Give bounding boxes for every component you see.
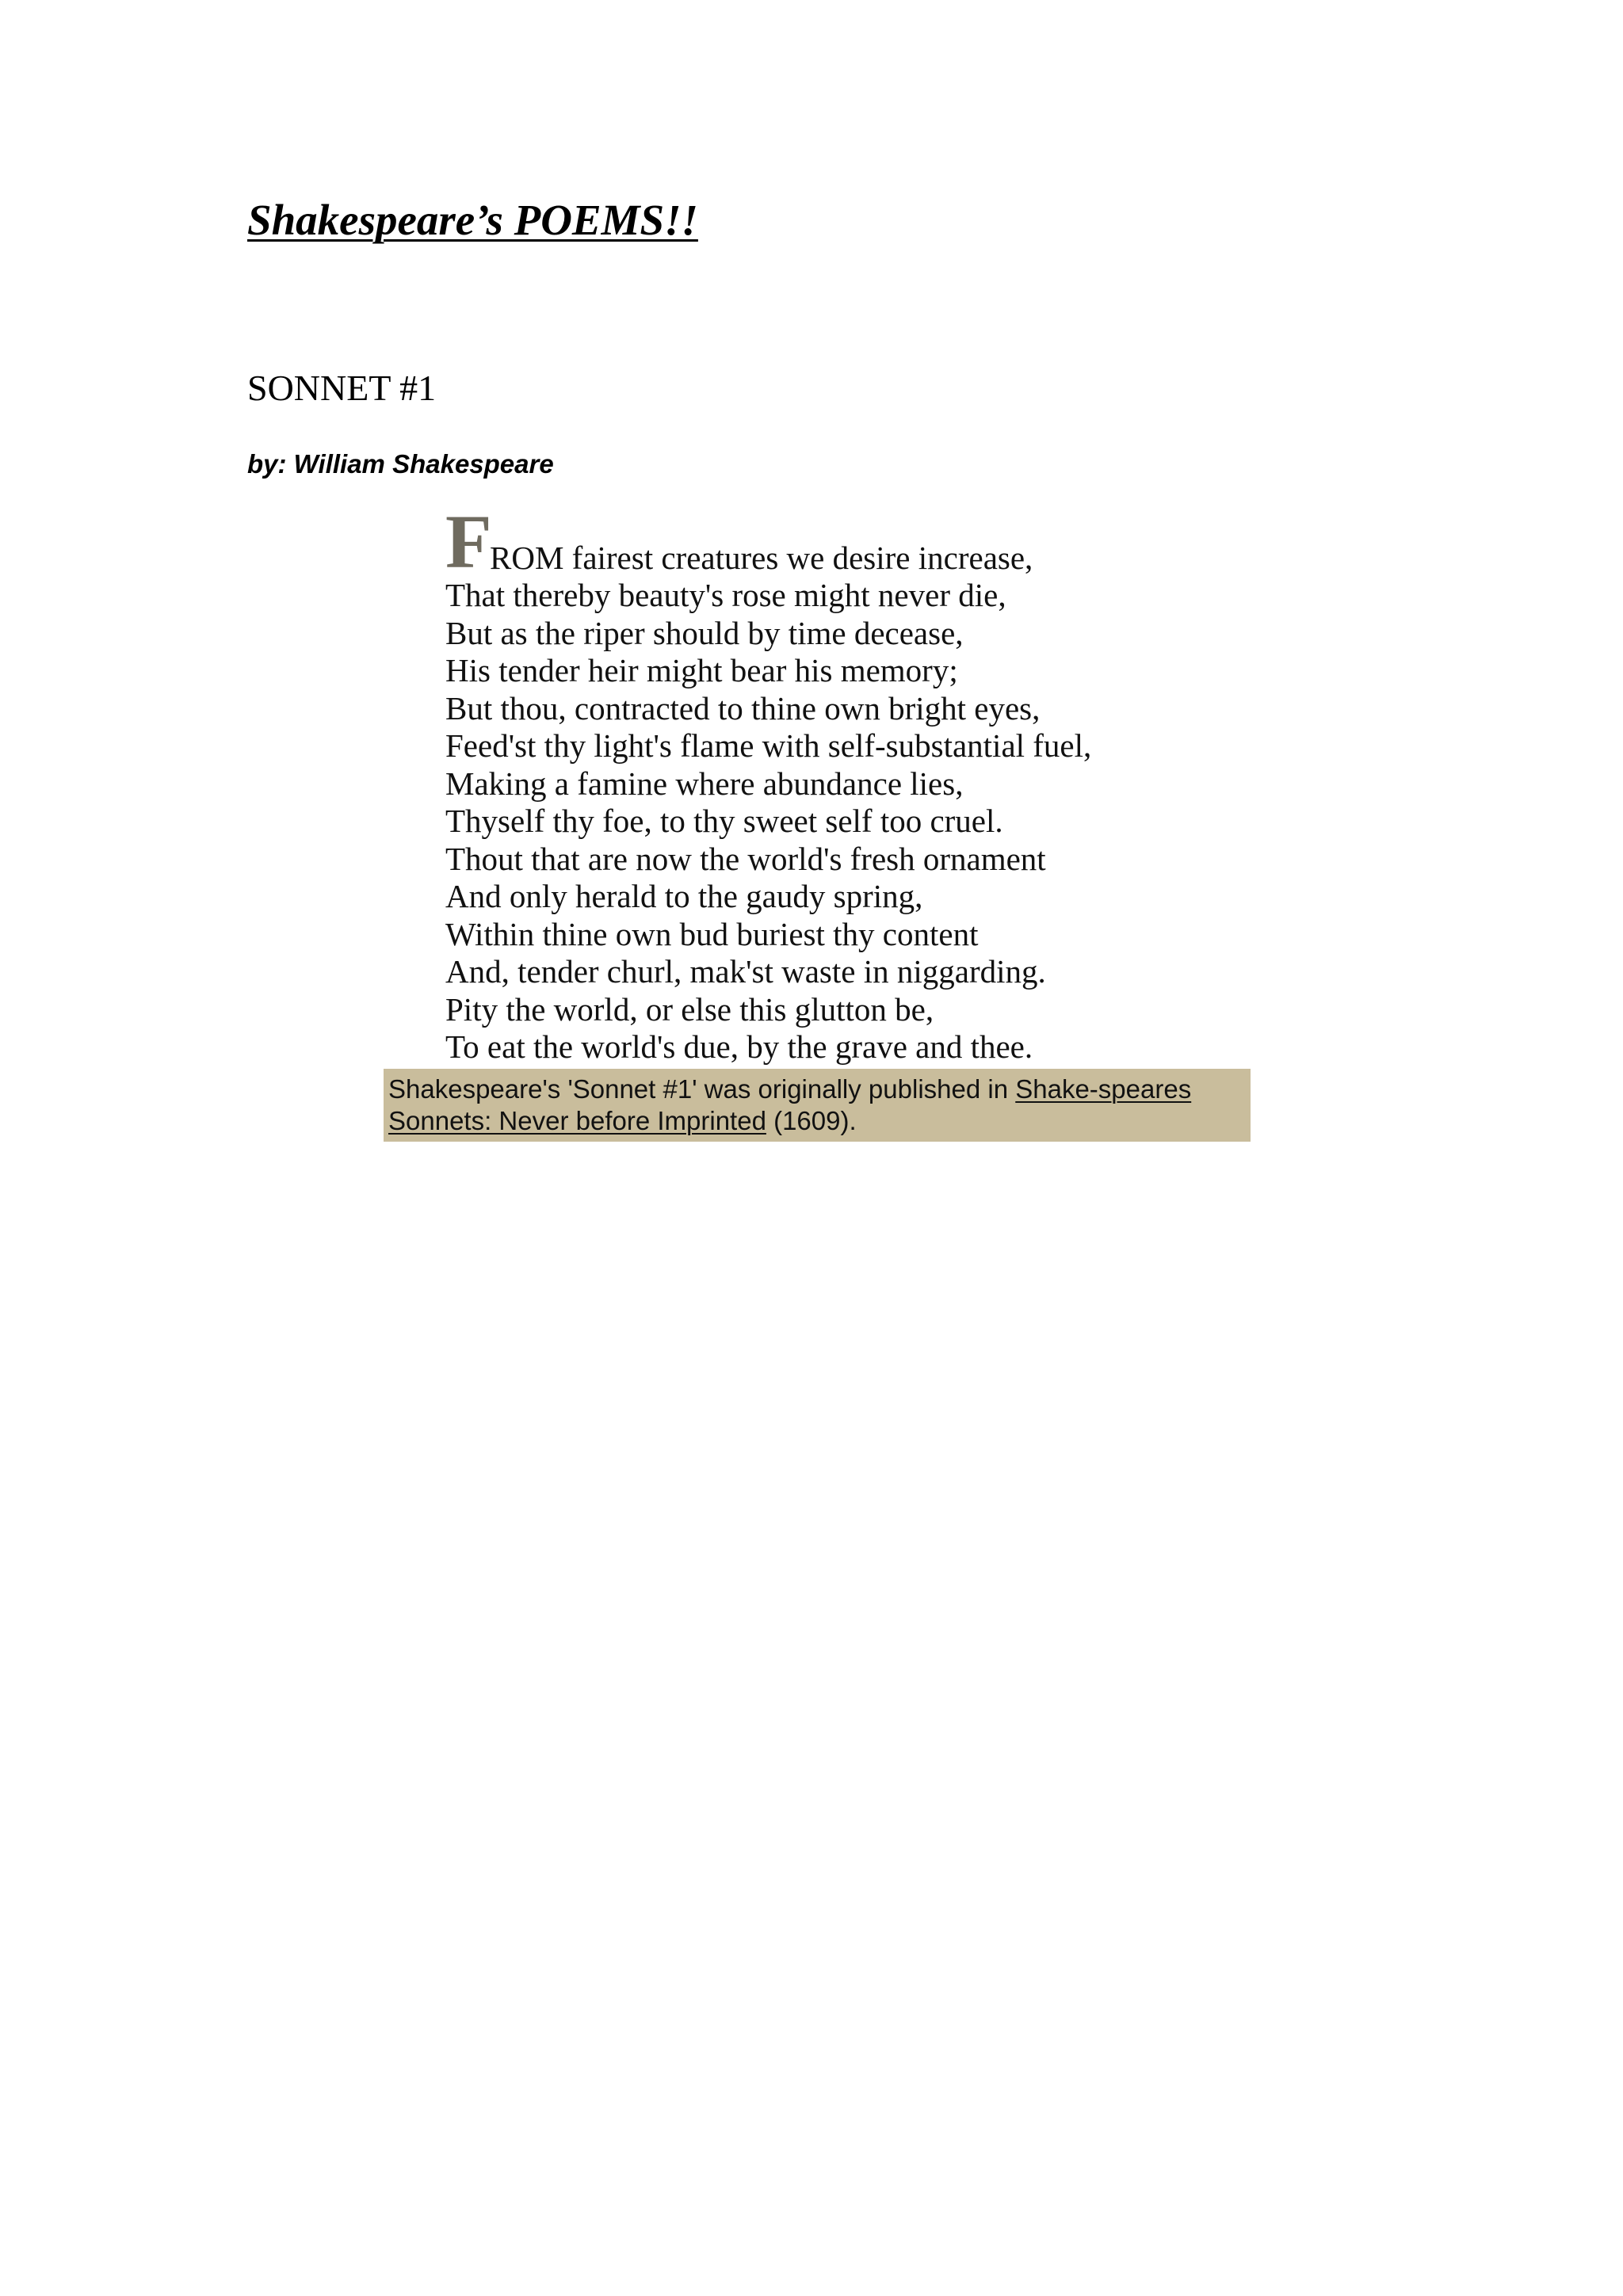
poem-line: Thout that are now the world's fresh ornament xyxy=(445,840,1046,877)
poem-line: Feed'st thy light's flame with self-substantial fuel, xyxy=(445,727,1092,764)
poem-body xyxy=(445,499,1159,1066)
poem-line: Pity the world, or else this glutton be, xyxy=(445,990,934,1028)
note-text-after: (1609). xyxy=(766,1106,857,1135)
poem-first-line xyxy=(445,499,1159,584)
page-title: Shakespeare’s POEMS!! xyxy=(247,196,698,244)
source-book-link-part2: Sonnets: Never before Imprinted xyxy=(388,1106,766,1135)
poem-line: And, tender churl, mak'st waste in niggarding. xyxy=(445,953,1046,990)
publication-note xyxy=(384,1069,1251,1142)
poem-line: Thyself thy foe, to thy sweet self too cruel. xyxy=(445,803,1003,839)
poem-line: That thereby beauty's rose might never die, xyxy=(445,577,1006,613)
poem-line: But thou, contracted to thine own bright eyes, xyxy=(445,689,1041,727)
poem-first-line-text: ROM fairest creatures we desire increase, xyxy=(490,539,1033,576)
note-text-before: Shakespeare's 'Sonnet #1' was originally published in xyxy=(388,1074,1016,1104)
source-book-link-part1: Shake-speares xyxy=(1015,1074,1192,1104)
poem-line: Making a famine where abundance lies, xyxy=(445,765,964,802)
poem-line: His tender heir might bear his memory; xyxy=(445,652,958,688)
poem-line: And only herald to the gaudy spring, xyxy=(445,878,923,914)
poem-title: SONNET #1 xyxy=(247,368,437,408)
poem-line: To eat the world's due, by the grave and thee. xyxy=(445,1028,1033,1065)
drop-cap: F xyxy=(445,499,492,584)
poem-line: But as the riper should by time decease, xyxy=(445,614,964,651)
poem-line: Within thine own bud buriest thy content xyxy=(445,915,979,952)
poem-author: by: William Shakespeare xyxy=(247,449,554,479)
